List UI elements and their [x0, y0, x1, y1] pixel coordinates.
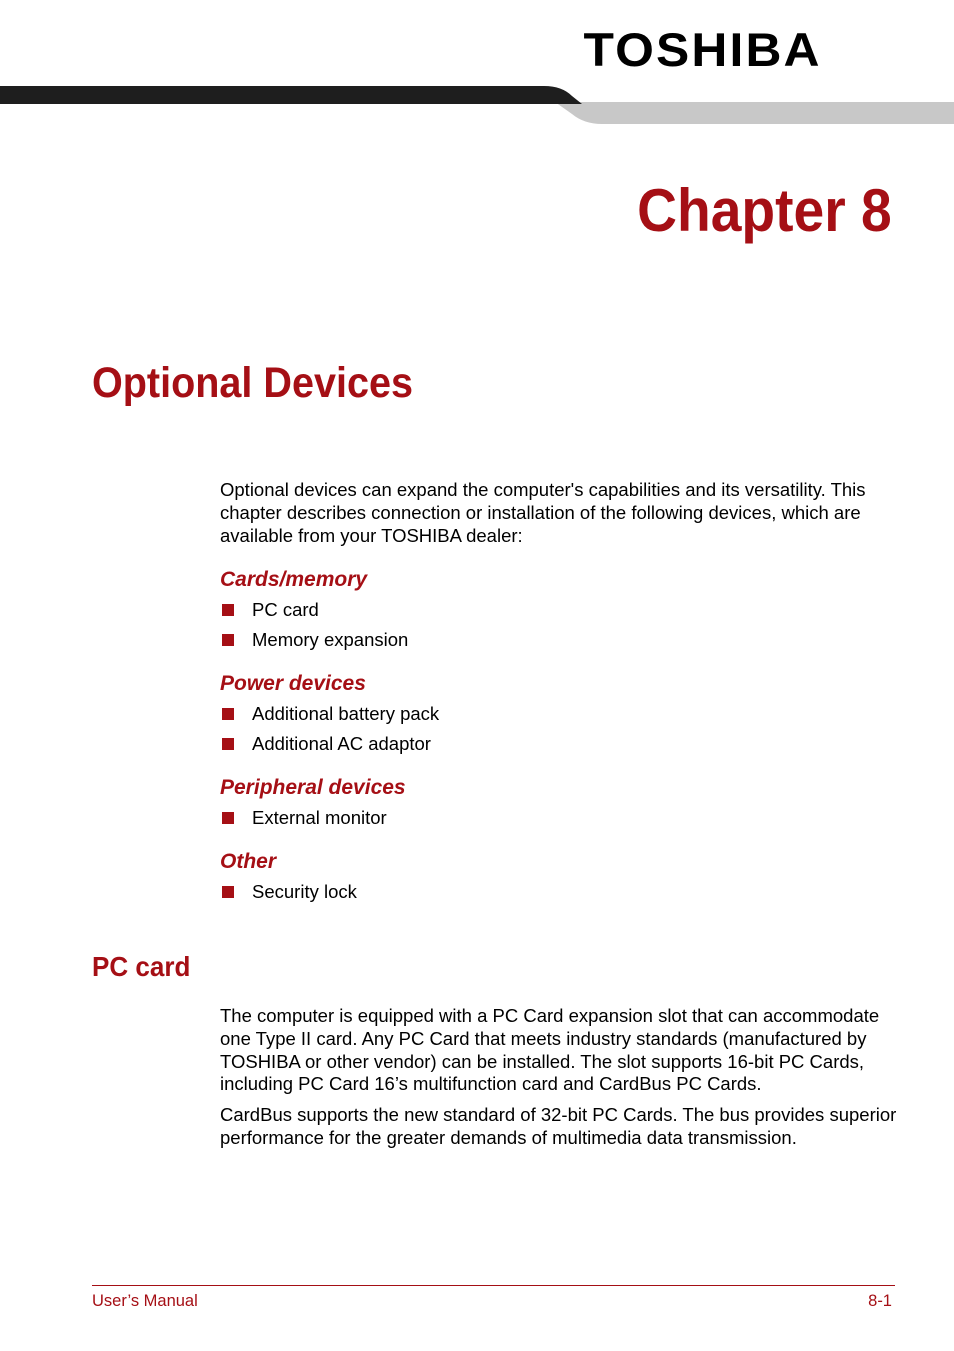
toshiba-logo: TOSHIBA [583, 23, 822, 76]
group-list-other [220, 881, 900, 903]
list-item: PC card [220, 599, 900, 621]
intro-paragraph: Optional devices can expand the computer's capabilities and its versatility. This chapter describes connection or installation of the following devices, which are available from your TOSHIBA dealer: [220, 479, 866, 546]
list-item: Memory expansion [220, 629, 900, 651]
footer-page-number: 8-1 [868, 1292, 892, 1310]
pc-card-heading: PC card [92, 951, 191, 982]
group-heading-peripheral-devices: Peripheral devices [220, 776, 406, 800]
bullet-square-icon [222, 812, 234, 824]
footer-manual-title: User’s Manual [92, 1292, 198, 1310]
bullet-square-icon [222, 604, 234, 616]
bullet-square-icon [222, 886, 234, 898]
banner-light-stripe [555, 102, 954, 124]
group-heading-other: Other [220, 850, 277, 874]
list-item: External monitor [220, 807, 900, 829]
bullet-square-icon [222, 708, 234, 720]
group-heading-cards-memory: Cards/memory [220, 568, 368, 592]
list-item: Additional AC adaptor [220, 733, 900, 755]
header-banner [0, 84, 954, 126]
bullet-square-icon [222, 634, 234, 646]
list-item: Security lock [220, 881, 900, 903]
group-list-peripheral-devices [220, 807, 900, 829]
group-list-power-devices [220, 703, 900, 755]
chapter-title: Chapter 8 [637, 177, 892, 244]
pc-card-content [220, 1005, 900, 1150]
bullet-square-icon [222, 738, 234, 750]
intro-content [220, 479, 900, 911]
pc-card-paragraph-1: The computer is equipped with a PC Card expansion slot that can accommodate one Type II card. Any PC Card that meets industry standards (manufactured by TOSHIBA or other vendor) can be installed. The slot supports 16-bit PC Cards, including PC Card 16’s multifunction card and CardBus PC Cards. [220, 1005, 880, 1095]
group-list-cards-memory [220, 599, 900, 651]
banner-dark-stripe [0, 86, 582, 104]
pc-card-paragraph-2: CardBus supports the new standard of 32-bit PC Cards. The bus provides superior performance for the greater demands of multimedia data transmission. [220, 1104, 897, 1148]
footer-divider [92, 1285, 895, 1286]
group-heading-power-devices: Power devices [220, 672, 366, 696]
section-title: Optional Devices [92, 359, 413, 407]
list-item: Additional battery pack [220, 703, 900, 725]
